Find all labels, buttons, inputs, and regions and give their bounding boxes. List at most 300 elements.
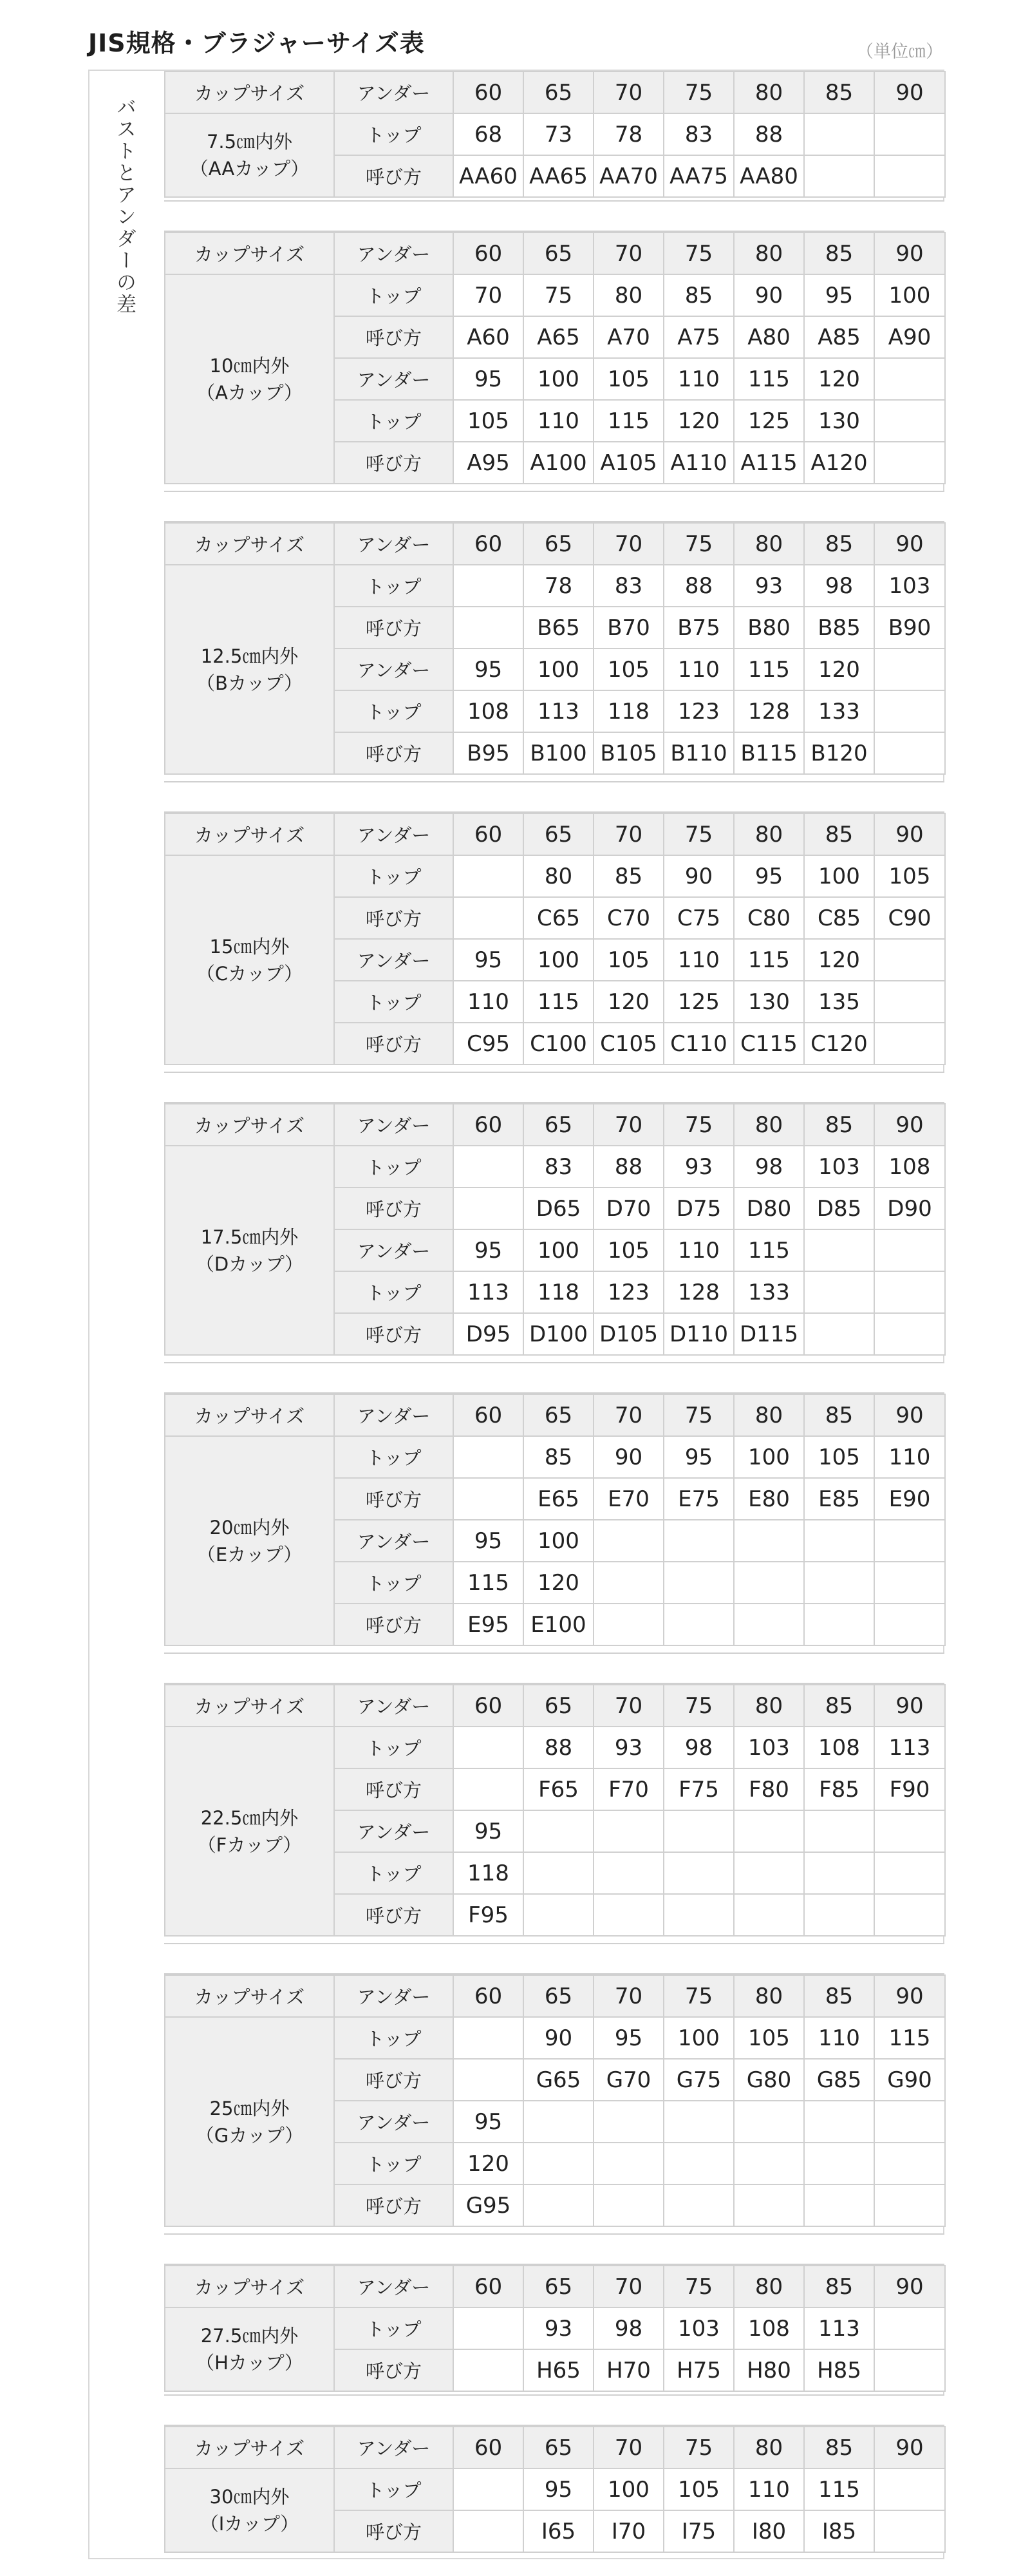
row-label: 呼び方 <box>334 2059 453 2101</box>
table-cell: 100 <box>523 358 594 400</box>
under-value: 80 <box>734 2266 804 2307</box>
table-cell <box>523 1852 594 1894</box>
table-cell: B120 <box>804 732 874 774</box>
table-cell: C110 <box>664 1023 734 1065</box>
under-value: 80 <box>734 71 804 113</box>
table-cell: 100 <box>523 939 594 981</box>
table-row <box>165 1146 945 1188</box>
table-cell <box>734 2184 804 2226</box>
cup-size-header: カップサイズ <box>165 523 334 565</box>
under-value: 75 <box>664 2427 734 2468</box>
side-label: バストとアンダーの差 <box>113 97 136 316</box>
under-value: 65 <box>523 2427 594 2468</box>
under-value: 70 <box>594 1685 664 1727</box>
cup-name: （Dカップ） <box>195 1253 304 1275</box>
table-cell <box>804 1271 874 1313</box>
table-cell <box>453 607 523 649</box>
size-table <box>164 1103 946 1356</box>
table-cell: 85 <box>594 855 664 897</box>
table-cell: F65 <box>523 1768 594 1810</box>
table-cell: 108 <box>734 2307 804 2349</box>
table-cell: 93 <box>734 565 804 607</box>
cup-name: （Bカップ） <box>196 672 303 694</box>
table-cell <box>594 2101 664 2143</box>
table-cell: F90 <box>874 1768 945 1810</box>
under-value: 70 <box>594 1104 664 1146</box>
table-cell <box>664 2143 734 2184</box>
table-header-row <box>165 71 945 113</box>
table-cell <box>874 2349 945 2391</box>
under-header: アンダー <box>334 232 453 274</box>
table-cell: H80 <box>734 2349 804 2391</box>
table-cell <box>594 1604 664 1645</box>
under-value: 85 <box>804 2427 874 2468</box>
under-value: 80 <box>734 232 804 274</box>
block-spacer <box>164 1362 944 1394</box>
row-label: トップ <box>334 1727 453 1768</box>
table-cell: E100 <box>523 1604 594 1645</box>
size-table <box>164 1394 946 1646</box>
table-cell <box>734 2143 804 2184</box>
table-cell <box>804 1604 874 1645</box>
under-value: 65 <box>523 232 594 274</box>
table-row <box>165 565 945 607</box>
table-cell: D105 <box>594 1313 664 1355</box>
row-label: 呼び方 <box>334 1604 453 1645</box>
table-cell: 108 <box>453 690 523 732</box>
cup-cell <box>165 1727 334 1936</box>
table-cell: 98 <box>734 1146 804 1188</box>
under-header: アンダー <box>334 1394 453 1436</box>
cup-name: （AAカップ） <box>189 158 310 180</box>
table-cell <box>734 2101 804 2143</box>
table-cell: 105 <box>594 358 664 400</box>
table-cell: 110 <box>453 981 523 1023</box>
table-row <box>165 2307 945 2349</box>
under-value: 60 <box>453 813 523 855</box>
table-cell <box>453 1188 523 1229</box>
table-cell: C85 <box>804 897 874 939</box>
under-value: 60 <box>453 2427 523 2468</box>
table-cell: D85 <box>804 1188 874 1229</box>
cup-cell <box>165 565 334 774</box>
table-cell: D100 <box>523 1313 594 1355</box>
table-cell: 100 <box>734 1436 804 1478</box>
table-cell: 93 <box>523 2307 594 2349</box>
cup-diff: 20㎝内外 <box>209 1516 290 1539</box>
table-cell: A65 <box>523 316 594 358</box>
table-cell: 95 <box>594 2017 664 2059</box>
table-cell: 133 <box>734 1271 804 1313</box>
table-cell <box>874 981 945 1023</box>
row-label: 呼び方 <box>334 155 453 197</box>
cup-name: （Hカップ） <box>196 2352 303 2374</box>
under-value: 90 <box>874 1685 945 1727</box>
table-cell: G85 <box>804 2059 874 2101</box>
under-header: アンダー <box>334 2266 453 2307</box>
table-row <box>165 274 945 316</box>
table-cell: B110 <box>664 732 734 774</box>
table-cell: 68 <box>453 113 523 155</box>
table-cell: 128 <box>664 1271 734 1313</box>
cup-name: （Fカップ） <box>197 1833 302 1856</box>
table-row <box>165 1436 945 1478</box>
table-cell <box>453 1478 523 1520</box>
table-cell: 105 <box>734 2017 804 2059</box>
table-cell: E80 <box>734 1478 804 1520</box>
under-header: アンダー <box>334 813 453 855</box>
size-table <box>164 813 946 1065</box>
under-value: 75 <box>664 1975 734 2017</box>
row-label: 呼び方 <box>334 897 453 939</box>
under-value: 80 <box>734 1394 804 1436</box>
table-cell: A110 <box>664 442 734 484</box>
table-cell: 85 <box>664 274 734 316</box>
block-spacer <box>164 1653 944 1684</box>
table-cell: C115 <box>734 1023 804 1065</box>
table-cell: A85 <box>804 316 874 358</box>
cup-cell <box>165 274 334 484</box>
table-cell: A75 <box>664 316 734 358</box>
table-cell <box>453 1768 523 1810</box>
table-cell: 105 <box>874 855 945 897</box>
table-cell: H70 <box>594 2349 664 2391</box>
table-cell <box>874 1313 945 1355</box>
cup-size-header: カップサイズ <box>165 1104 334 1146</box>
table-cell <box>453 2017 523 2059</box>
table-cell: F95 <box>453 1894 523 1936</box>
table-cell: 123 <box>664 690 734 732</box>
table-cell <box>523 2143 594 2184</box>
cup-name: （Iカップ） <box>200 2513 299 2535</box>
table-cell: 98 <box>664 1727 734 1768</box>
table-header-row <box>165 1394 945 1436</box>
table-cell <box>874 1604 945 1645</box>
table-cell: 88 <box>594 1146 664 1188</box>
row-label: 呼び方 <box>334 2184 453 2226</box>
table-cell: 100 <box>804 855 874 897</box>
under-value: 80 <box>734 2427 804 2468</box>
table-cell: 118 <box>453 1852 523 1894</box>
table-cell <box>453 855 523 897</box>
table-cell: F85 <box>804 1768 874 1810</box>
table-cell: A70 <box>594 316 664 358</box>
page-title: JIS規格・ブラジャーサイズ表 <box>88 29 425 57</box>
table-cell: 118 <box>594 690 664 732</box>
table-cell: C90 <box>874 897 945 939</box>
table-cell: 120 <box>804 358 874 400</box>
under-value: 85 <box>804 1394 874 1436</box>
block-spacer <box>164 2394 944 2426</box>
row-label: トップ <box>334 113 453 155</box>
cup-diff: 15㎝内外 <box>209 935 290 958</box>
under-header: アンダー <box>334 1975 453 2017</box>
table-cell: 120 <box>804 939 874 981</box>
table-cell: E85 <box>804 1478 874 1520</box>
table-cell <box>874 649 945 690</box>
under-value: 90 <box>874 71 945 113</box>
table-cell: A120 <box>804 442 874 484</box>
table-cell: 110 <box>734 2468 804 2510</box>
row-label: アンダー <box>334 358 453 400</box>
table-cell: 133 <box>804 690 874 732</box>
under-value: 75 <box>664 232 734 274</box>
under-value: 70 <box>594 813 664 855</box>
under-value: 65 <box>523 1394 594 1436</box>
table-cell: 70 <box>453 274 523 316</box>
under-value: 85 <box>804 232 874 274</box>
table-cell: 105 <box>664 2468 734 2510</box>
table-cell <box>523 2101 594 2143</box>
size-table <box>164 232 946 484</box>
table-cell: AA65 <box>523 155 594 197</box>
cup-diff: 27.5㎝内外 <box>200 2325 299 2347</box>
under-value: 80 <box>734 523 804 565</box>
table-cell: 98 <box>804 565 874 607</box>
table-cell <box>664 1562 734 1604</box>
table-cell <box>523 2184 594 2226</box>
table-cell: B75 <box>664 607 734 649</box>
cup-diff: 30㎝内外 <box>209 2486 290 2508</box>
row-label: トップ <box>334 855 453 897</box>
under-value: 65 <box>523 813 594 855</box>
table-cell: 85 <box>523 1436 594 1478</box>
table-cell: E90 <box>874 1478 945 1520</box>
under-value: 75 <box>664 1104 734 1146</box>
row-label: アンダー <box>334 1229 453 1271</box>
table-row <box>165 113 945 155</box>
cup-cell <box>165 113 334 197</box>
row-label: 呼び方 <box>334 1023 453 1065</box>
table-cell: 120 <box>804 649 874 690</box>
size-block <box>164 813 946 1065</box>
table-cell: 115 <box>734 358 804 400</box>
row-label: トップ <box>334 1562 453 1604</box>
table-cell <box>453 897 523 939</box>
table-cell <box>453 1727 523 1768</box>
table-cell: G90 <box>874 2059 945 2101</box>
table-cell: 130 <box>734 981 804 1023</box>
table-cell: H85 <box>804 2349 874 2391</box>
table-cell: 100 <box>594 2468 664 2510</box>
table-cell: C95 <box>453 1023 523 1065</box>
table-cell: B70 <box>594 607 664 649</box>
under-value: 85 <box>804 1104 874 1146</box>
table-cell <box>664 1810 734 1852</box>
row-label: トップ <box>334 1852 453 1894</box>
table-cell: 88 <box>523 1727 594 1768</box>
table-cell: 115 <box>804 2468 874 2510</box>
table-cell <box>874 2307 945 2349</box>
cup-diff: 12.5㎝内外 <box>200 645 299 667</box>
table-row <box>165 2468 945 2510</box>
size-block <box>164 522 946 775</box>
table-cell: B105 <box>594 732 664 774</box>
table-cell: 100 <box>664 2017 734 2059</box>
table-cell: 95 <box>453 939 523 981</box>
under-value: 85 <box>804 1975 874 2017</box>
size-block <box>164 1394 946 1646</box>
table-cell <box>453 565 523 607</box>
under-value: 70 <box>594 1394 664 1436</box>
under-value: 65 <box>523 1685 594 1727</box>
under-value: 70 <box>594 1975 664 2017</box>
under-value: 90 <box>874 2427 945 2468</box>
table-cell: F75 <box>664 1768 734 1810</box>
under-value: 80 <box>734 813 804 855</box>
row-label: トップ <box>334 2307 453 2349</box>
under-value: 90 <box>874 2266 945 2307</box>
table-cell: 98 <box>594 2307 664 2349</box>
table-cell: 95 <box>453 2101 523 2143</box>
cup-cell <box>165 1146 334 1355</box>
table-cell <box>804 1229 874 1271</box>
table-cell <box>804 2101 874 2143</box>
table-header-row <box>165 2266 945 2307</box>
table-cell: 130 <box>804 400 874 442</box>
table-cell: 115 <box>594 400 664 442</box>
under-value: 70 <box>594 71 664 113</box>
size-block <box>164 1103 946 1356</box>
under-value: 85 <box>804 523 874 565</box>
table-cell: 115 <box>734 649 804 690</box>
table-cell: 100 <box>523 1229 594 1271</box>
table-cell: G65 <box>523 2059 594 2101</box>
table-cell: B100 <box>523 732 594 774</box>
row-label: 呼び方 <box>334 1188 453 1229</box>
table-cell <box>453 1146 523 1188</box>
table-cell: 105 <box>594 649 664 690</box>
size-block <box>164 1975 946 2227</box>
under-value: 80 <box>734 1975 804 2017</box>
table-cell <box>734 1520 804 1562</box>
row-label: トップ <box>334 2468 453 2510</box>
table-cell: 128 <box>734 690 804 732</box>
table-cell: AA60 <box>453 155 523 197</box>
under-value: 65 <box>523 1975 594 2017</box>
table-cell: 120 <box>523 1562 594 1604</box>
table-cell <box>874 2143 945 2184</box>
table-cell <box>804 1810 874 1852</box>
table-cell: E75 <box>664 1478 734 1520</box>
table-cell: 83 <box>594 565 664 607</box>
table-cell <box>594 1562 664 1604</box>
table-cell <box>453 2307 523 2349</box>
table-cell: 105 <box>594 939 664 981</box>
cup-cell <box>165 2468 334 2552</box>
table-cell <box>594 1852 664 1894</box>
cup-size-header: カップサイズ <box>165 1975 334 2017</box>
table-cell <box>453 2349 523 2391</box>
table-cell <box>594 2184 664 2226</box>
table-header-row <box>165 813 945 855</box>
under-value: 60 <box>453 232 523 274</box>
row-label: アンダー <box>334 649 453 690</box>
under-value: 65 <box>523 2266 594 2307</box>
row-label: トップ <box>334 565 453 607</box>
table-cell: 95 <box>453 1810 523 1852</box>
row-label: 呼び方 <box>334 2510 453 2552</box>
block-spacer <box>164 491 944 522</box>
table-cell: 113 <box>453 1271 523 1313</box>
table-cell: D70 <box>594 1188 664 1229</box>
table-cell: 93 <box>664 1146 734 1188</box>
table-cell: 103 <box>664 2307 734 2349</box>
table-cell <box>804 1313 874 1355</box>
table-cell: D115 <box>734 1313 804 1355</box>
cup-size-header: カップサイズ <box>165 1685 334 1727</box>
table-cell: 95 <box>453 1520 523 1562</box>
table-cell: E95 <box>453 1604 523 1645</box>
table-cell: A100 <box>523 442 594 484</box>
table-cell: 110 <box>523 400 594 442</box>
under-value: 85 <box>804 71 874 113</box>
under-value: 60 <box>453 71 523 113</box>
row-label: トップ <box>334 1146 453 1188</box>
table-cell <box>734 1604 804 1645</box>
row-label: 呼び方 <box>334 1894 453 1936</box>
cup-size-header: カップサイズ <box>165 1394 334 1436</box>
table-cell: D110 <box>664 1313 734 1355</box>
table-cell: I75 <box>664 2510 734 2552</box>
table-cell <box>874 2510 945 2552</box>
table-cell: 113 <box>523 690 594 732</box>
table-cell: 125 <box>664 981 734 1023</box>
cup-size-header: カップサイズ <box>165 2266 334 2307</box>
under-value: 65 <box>523 71 594 113</box>
table-cell: 110 <box>664 939 734 981</box>
under-value: 75 <box>664 1394 734 1436</box>
table-cell <box>804 1520 874 1562</box>
under-header: アンダー <box>334 71 453 113</box>
unit-note: （単位㎝） <box>856 42 943 62</box>
row-label: トップ <box>334 1436 453 1478</box>
under-value: 85 <box>804 813 874 855</box>
table-cell <box>734 1810 804 1852</box>
table-cell: D95 <box>453 1313 523 1355</box>
row-label: アンダー <box>334 1810 453 1852</box>
under-value: 90 <box>874 1394 945 1436</box>
under-value: 70 <box>594 232 664 274</box>
block-spacer <box>164 1072 944 1103</box>
table-cell <box>804 1562 874 1604</box>
table-cell: 113 <box>874 1727 945 1768</box>
table-cell <box>664 1852 734 1894</box>
table-header-row <box>165 1104 945 1146</box>
table-cell: I80 <box>734 2510 804 2552</box>
size-table <box>164 71 946 198</box>
table-cell: 103 <box>804 1146 874 1188</box>
table-cell <box>874 1023 945 1065</box>
table-header-row <box>165 1975 945 2017</box>
table-cell: 108 <box>804 1727 874 1768</box>
under-value: 85 <box>804 1685 874 1727</box>
under-value: 90 <box>874 232 945 274</box>
cup-name: （Cカップ） <box>196 962 303 985</box>
table-cell: 95 <box>664 1436 734 1478</box>
cup-size-header: カップサイズ <box>165 232 334 274</box>
cup-cell <box>165 855 334 1065</box>
table-cell: I65 <box>523 2510 594 2552</box>
table-cell <box>594 2143 664 2184</box>
table-cell: 90 <box>594 1436 664 1478</box>
table-cell: 120 <box>664 400 734 442</box>
table-row <box>165 855 945 897</box>
table-cell: B90 <box>874 607 945 649</box>
table-cell: C120 <box>804 1023 874 1065</box>
cup-name: （Aカップ） <box>196 381 303 404</box>
table-cell: G70 <box>594 2059 664 2101</box>
